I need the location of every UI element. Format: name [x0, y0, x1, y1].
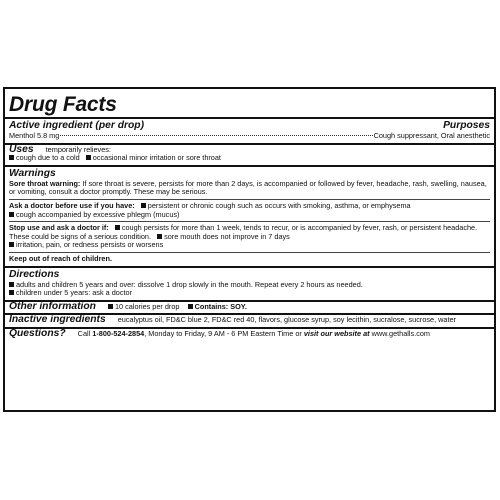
panel-title: Drug Facts — [9, 93, 117, 116]
bullet-icon — [9, 155, 14, 160]
call-text: Call — [77, 328, 91, 338]
stop-use-item: irritation, pain, or redness persists or worsens — [16, 240, 164, 250]
inactive-ingredients-section — [9, 315, 490, 327]
active-ingredient-heading: Active ingredient (per drop) — [9, 120, 145, 131]
uses-item: occasional minor irritation or sore throat — [92, 153, 221, 163]
uses-section — [9, 145, 490, 165]
sore-throat-warning — [9, 180, 490, 197]
drug-facts-panel — [3, 87, 496, 412]
warnings-heading: Warnings — [9, 167, 56, 179]
visit-text: visit our website at — [303, 328, 370, 338]
sore-throat-label: Sore throat warning: — [9, 178, 81, 188]
contains-text: Contains: SOY. — [194, 301, 247, 311]
divider — [9, 221, 490, 222]
bullet-icon — [9, 212, 14, 217]
directions-item: children under 5 years: ask a doctor — [16, 288, 133, 298]
ask-doctor-label: Ask a doctor before use if you have: — [9, 200, 135, 210]
keep-out-warning: Keep out of reach of children. — [9, 253, 112, 263]
dotted-leader — [60, 135, 372, 136]
divider — [9, 252, 490, 253]
uses-heading: Uses — [9, 143, 34, 155]
stop-use-item: sore mouth does not improve in 7 days — [164, 231, 290, 241]
ask-doctor-item: cough accompanied by excessive phlegm (mucus) — [16, 209, 180, 219]
uses-item: cough due to a cold — [16, 153, 80, 163]
questions-heading: Questions? — [9, 327, 66, 339]
bullet-icon — [86, 155, 91, 160]
purposes-heading: Purposes — [443, 120, 490, 131]
other-information-heading: Other information — [9, 300, 96, 312]
website-link[interactable]: www.gethalls.com — [371, 328, 431, 338]
inactive-ingredients-heading: Inactive ingredients — [9, 314, 106, 326]
stop-use-label: Stop use and ask a doctor if: — [9, 223, 109, 233]
directions-heading: Directions — [9, 268, 60, 280]
hours-text: , Monday to Friday, 9 AM - 6 PM Eastern Time or — [144, 328, 302, 338]
uses-intro: temporarily relieves: — [45, 144, 111, 154]
bullet-icon — [157, 234, 162, 239]
calories-text: 10 calories per drop — [114, 301, 180, 311]
divider — [9, 199, 490, 200]
bullet-icon — [108, 304, 113, 309]
ingredient-row — [9, 132, 490, 141]
questions-section — [9, 329, 490, 341]
bullet-icon — [9, 282, 14, 287]
bullet-icon — [9, 290, 14, 295]
bullet-icon — [141, 203, 146, 208]
sore-throat-text: If sore throat is severe, persists for more than 2 days, is accompanied or followed by fever, headache, rash, swelling, nausea, or vomiting, consult a doctor promptly. These may be serious. — [9, 178, 487, 197]
bullet-icon — [9, 242, 14, 247]
inactive-ingredients-text: eucalyptus oil, FD&C blue 2, FD&C red 40, flavors, glucose syrup, soy lecithin, sucralose, sucrose, water — [117, 315, 456, 325]
directions-item: adults and children 5 years and over: dissolve 1 drop slowly in the mouth. Repeat every 2 hours as needed. — [16, 279, 363, 289]
other-information-section — [9, 302, 490, 314]
warnings-section — [9, 167, 490, 266]
directions-section — [9, 268, 490, 300]
stop-use-item: cough persists for more than 1 week, tends to recur, or is accompanied by fever, rash, or persistent headache. These could be signs of a serious condition. — [9, 223, 478, 241]
phone-number: 1-800-524-2854 — [92, 328, 145, 338]
ingredient-name: Menthol 5.8 mg — [9, 131, 60, 140]
bullet-icon — [115, 225, 120, 230]
ask-doctor-item: persistent or chronic cough such as occurs with smoking, asthma, or emphysema — [147, 200, 411, 210]
active-ingredient-section — [9, 119, 490, 143]
ingredient-purpose: Cough suppressant, Oral anesthetic — [373, 131, 490, 140]
stop-use-block — [9, 224, 490, 241]
bullet-icon — [188, 304, 193, 309]
